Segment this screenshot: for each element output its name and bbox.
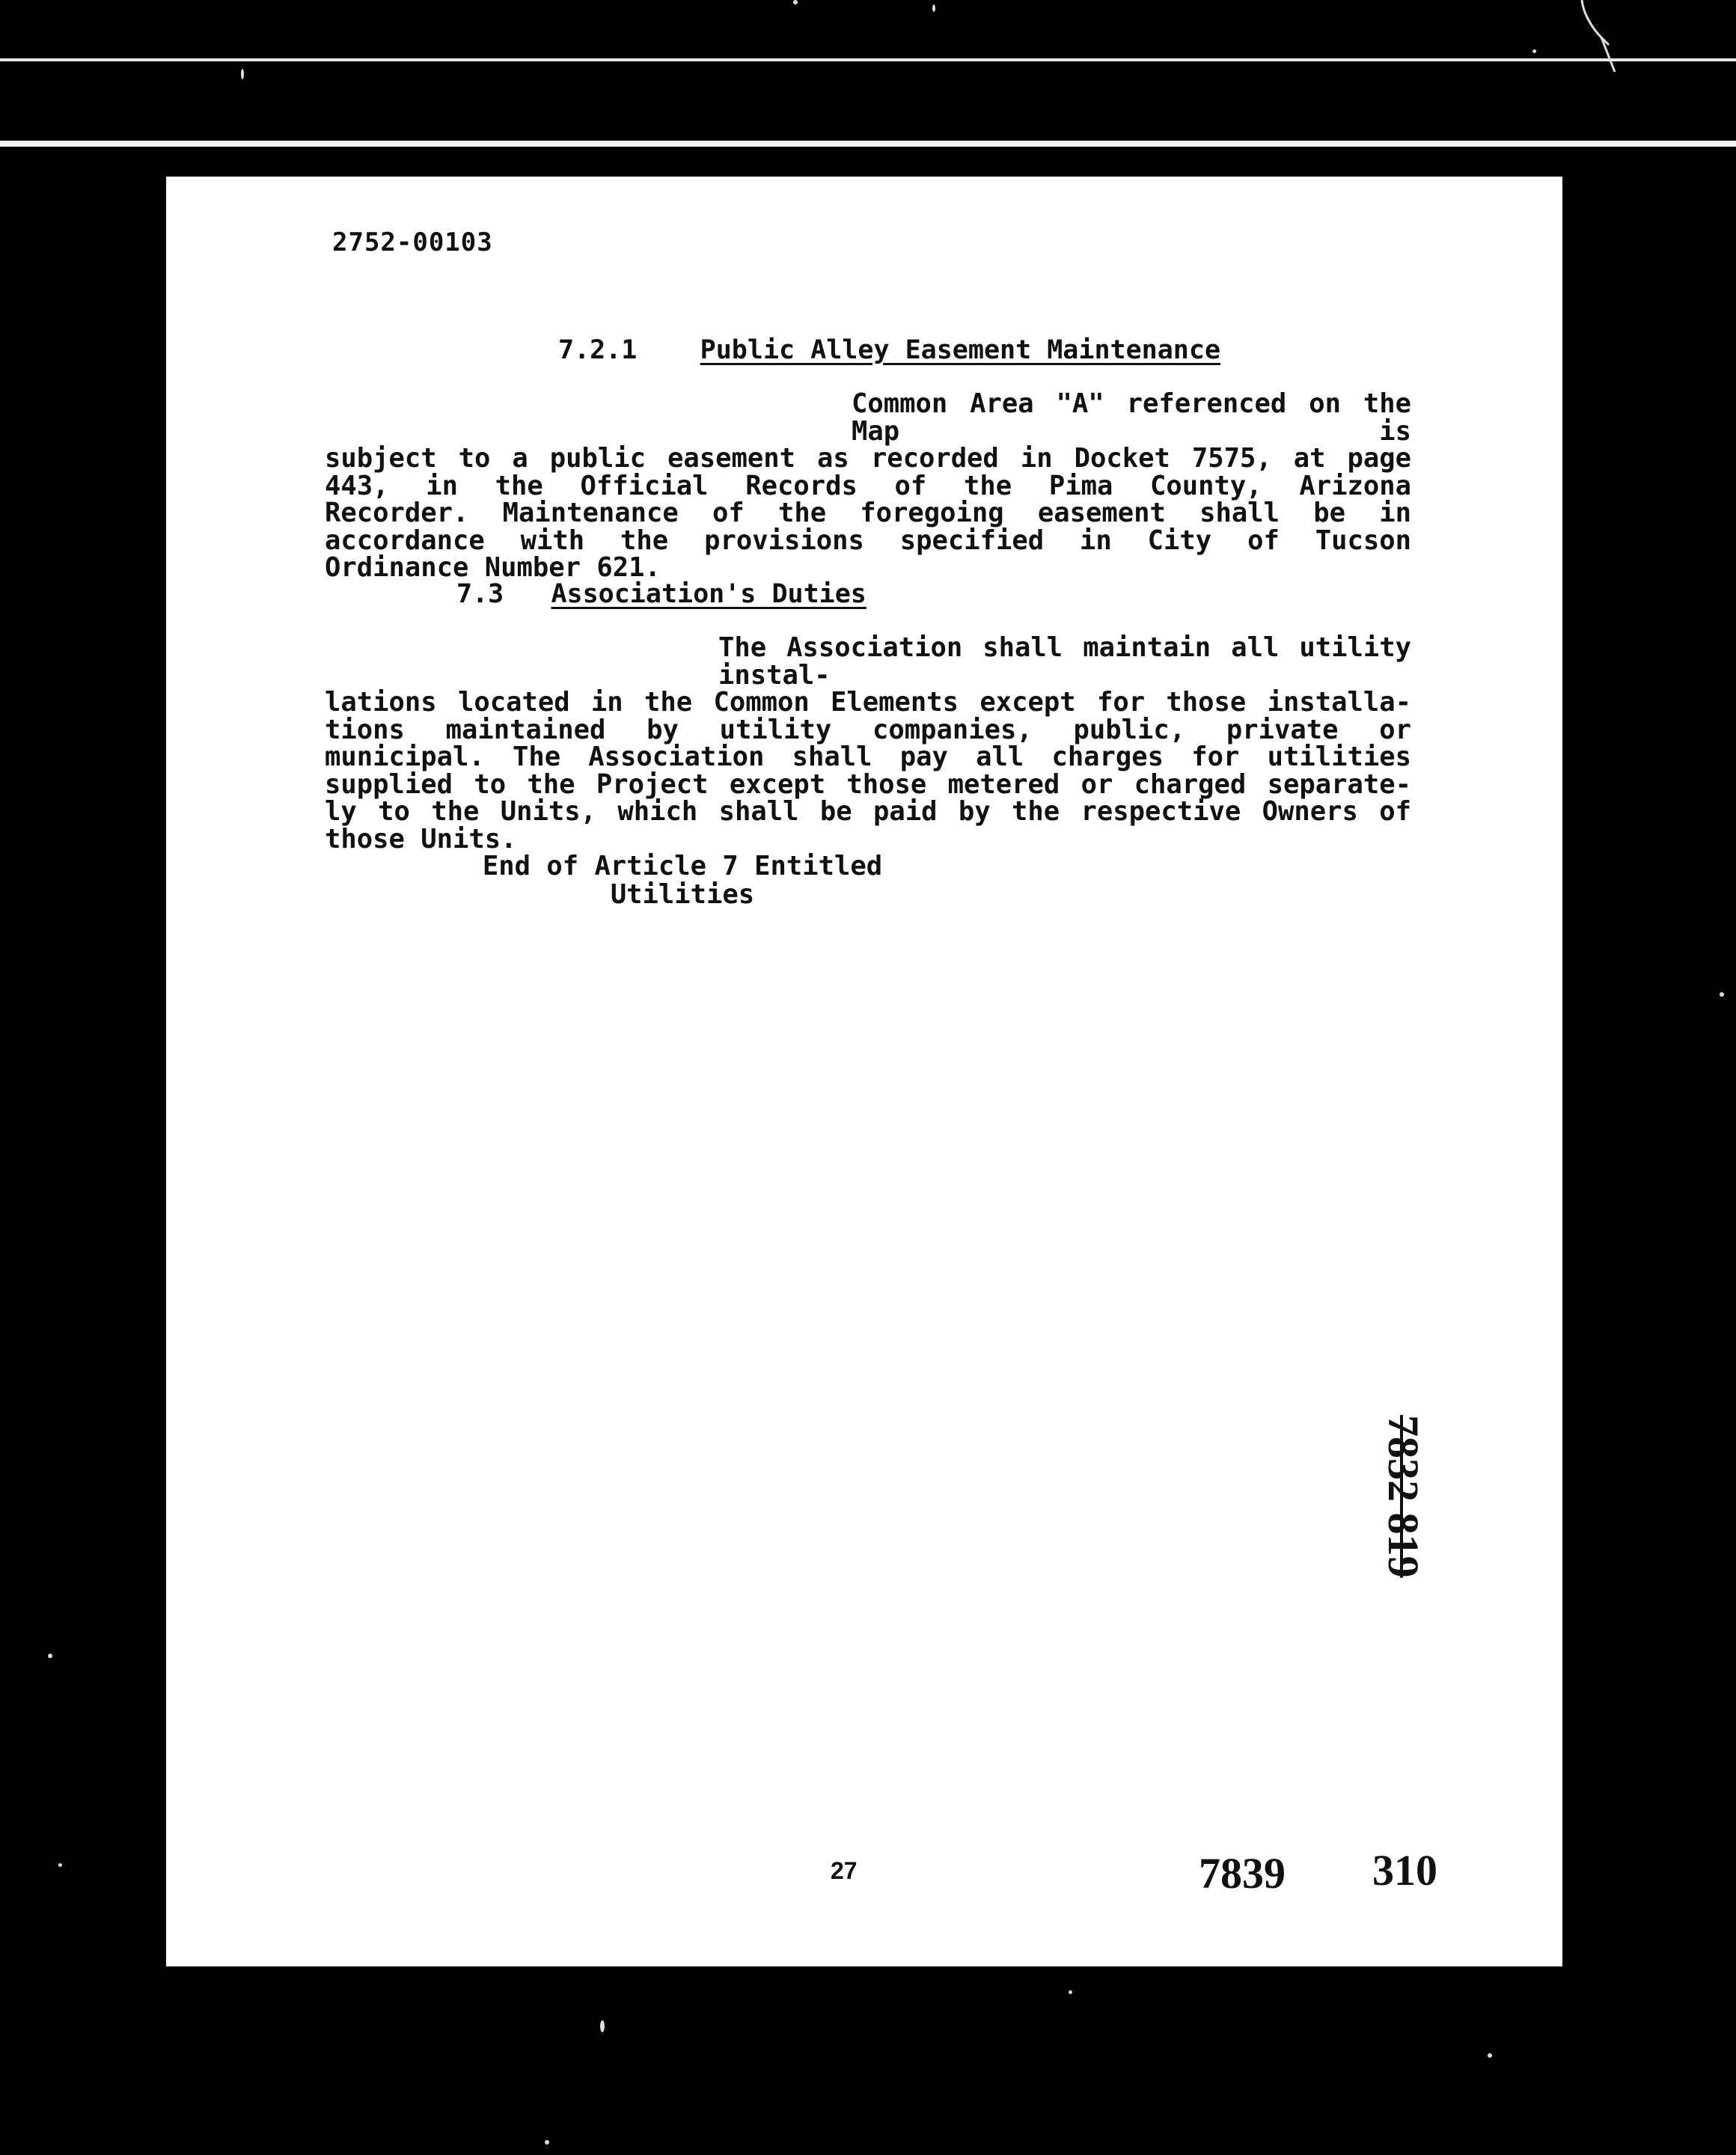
paragraph-line: municipal. The Association shall pay all charges for utilities: [325, 742, 1411, 772]
end-note-line: Utilities: [610, 879, 755, 910]
section-7-3-body: [325, 632, 1411, 855]
scan-corner-mark: [1579, 0, 1624, 75]
paragraph-line: The Association shall maintain all utility instal-: [718, 632, 1411, 691]
section-7-2-1-body: [325, 388, 1411, 583]
section-title: Association's Duties: [551, 579, 867, 609]
paragraph-line: supplied to the Project except those metered or charged separate-: [325, 768, 1411, 800]
section-number: 7.2.1: [558, 335, 638, 365]
paragraph-line: Common Area "A" referenced on the Map is: [852, 388, 1411, 447]
paragraph-line: those Units.: [325, 823, 517, 855]
page-number: 27: [831, 1857, 858, 1884]
end-of-article-note: [465, 852, 899, 909]
paragraph-line: 443, in the Official Records of the Pima County, Arizona: [325, 470, 1411, 501]
section-heading-7-2-1: [558, 335, 1220, 365]
section-number: 7.3: [456, 579, 504, 609]
paragraph-line: accordance with the provisions specified in City of Tucson: [325, 525, 1411, 556]
paragraph-line: tions maintained by utility companies, public, private or: [325, 714, 1411, 745]
document-id: 2752-00103: [332, 227, 493, 257]
scan-edge-line: [0, 141, 1736, 147]
paragraph-line: subject to a public easement as recorded in Docket 7575, at page: [325, 443, 1411, 474]
paragraph-line: Recorder. Maintenance of the foregoing easement shall be in: [325, 498, 1411, 528]
paragraph-line: Ordinance Number 621.: [325, 552, 661, 583]
crossed-out-docket-stamp: 7832 819: [1379, 1415, 1428, 1578]
paragraph-line: lations located in the Common Elements except for those installa-: [325, 687, 1411, 718]
section-heading-7-3: [456, 579, 867, 609]
docket-stamp: 7839: [1199, 1849, 1286, 1898]
scan-edge-line: [0, 58, 1736, 61]
document-page: [166, 177, 1562, 1966]
page-stamp: 310: [1372, 1846, 1437, 1895]
end-note-line: End of Article 7 Entitled: [482, 851, 883, 881]
section-title: Public Alley Easement Maintenance: [700, 335, 1221, 365]
paragraph-line: ly to the Units, which shall be paid by the respective Owners of: [325, 796, 1411, 827]
